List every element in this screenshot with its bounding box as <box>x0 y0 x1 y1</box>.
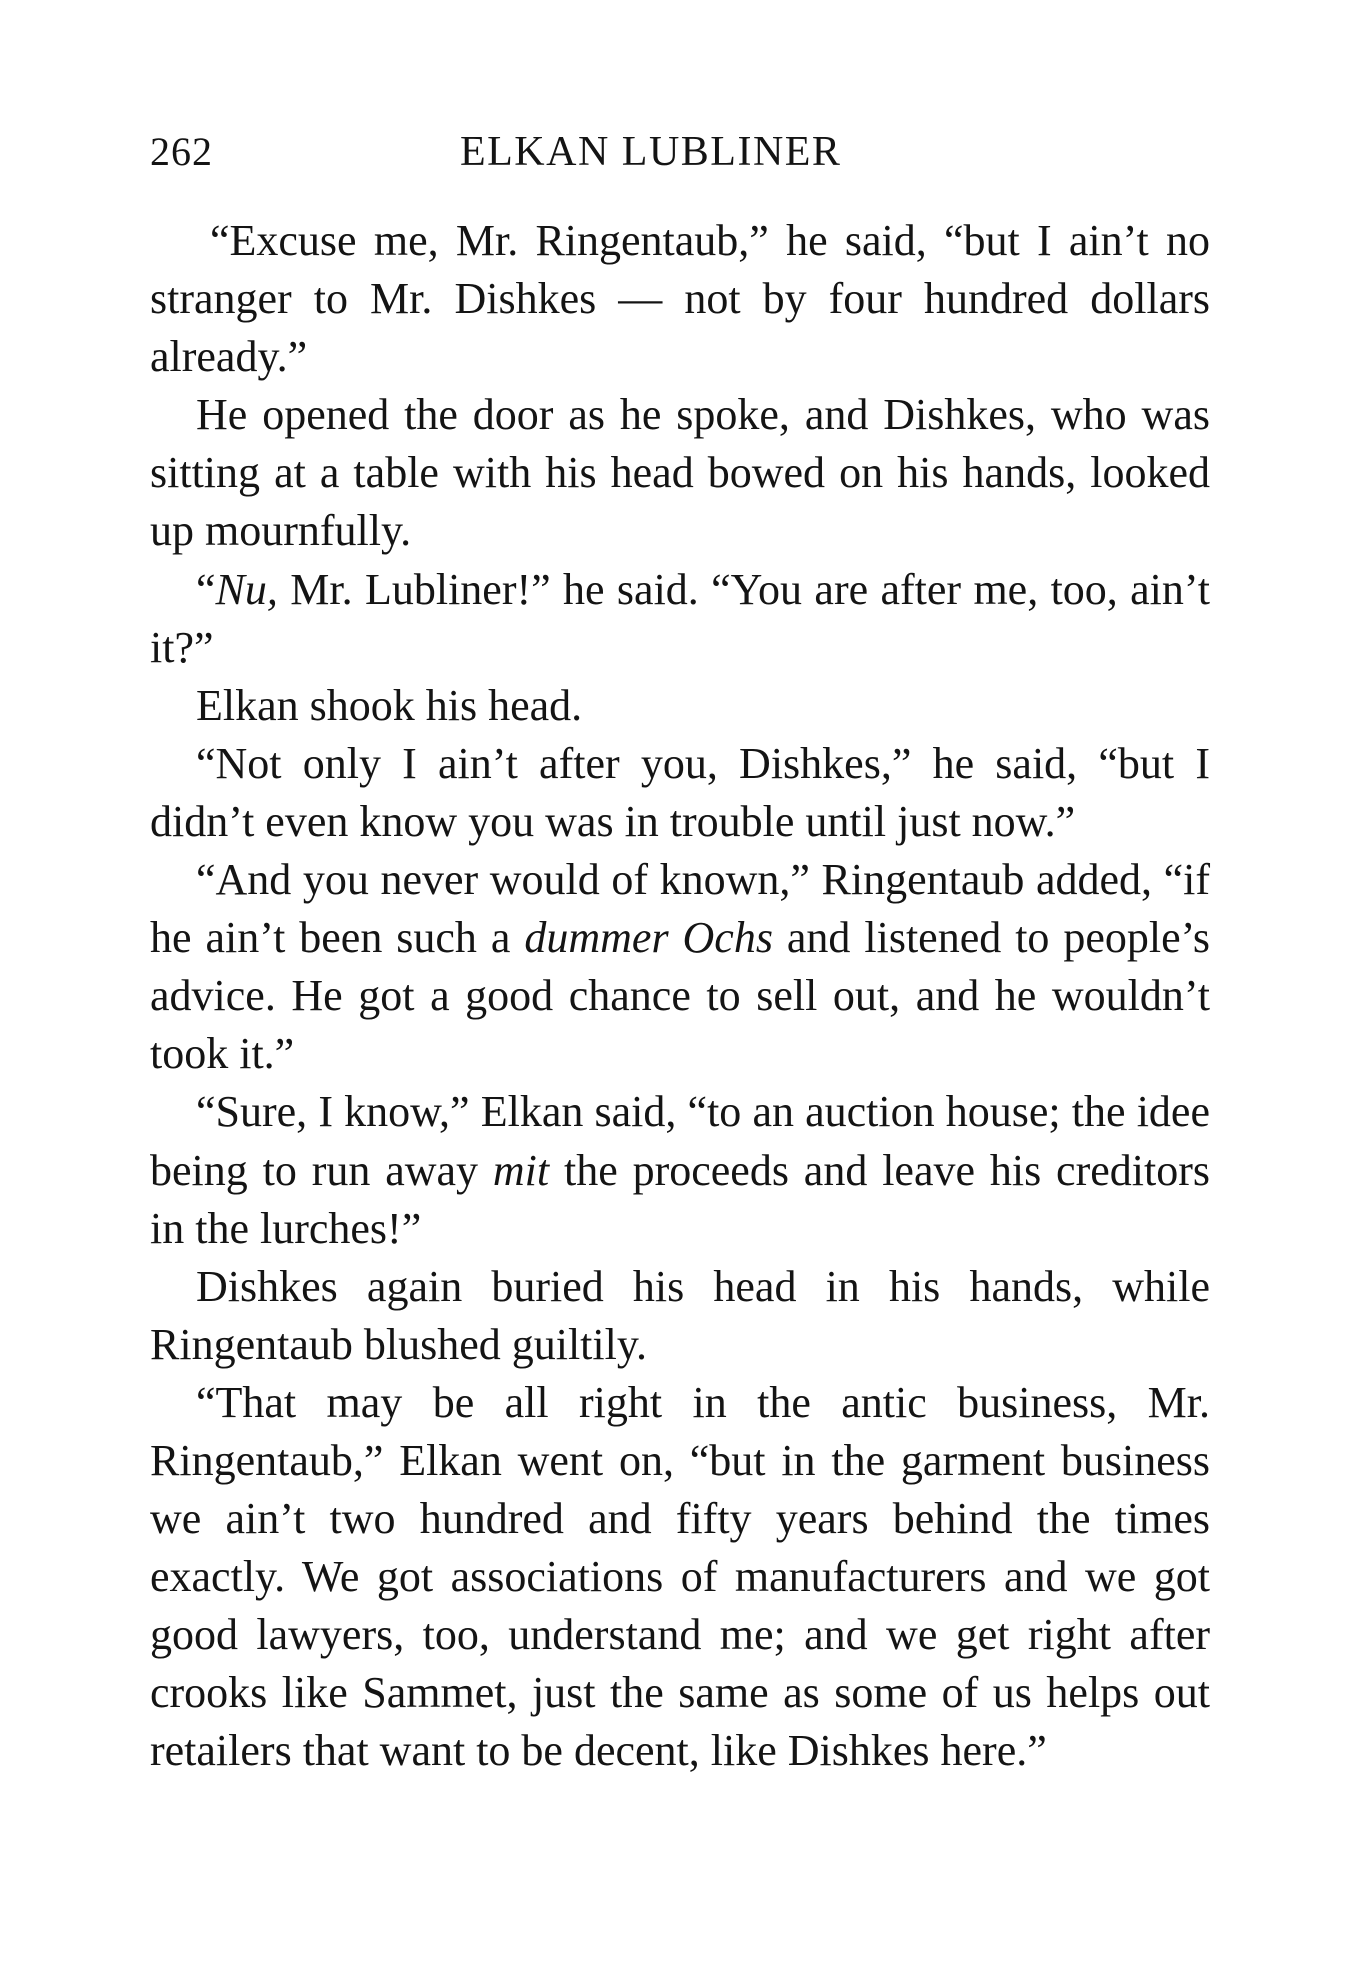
paragraph-3 <box>150 561 1210 677</box>
italic-word: mit <box>492 1145 550 1195</box>
italic-word: Nu, <box>215 564 278 614</box>
paragraph-7 <box>150 1083 1210 1257</box>
paragraph-8: Dishkes again buried his head in his hands, while Ringentaub blushed guiltily. <box>150 1261 1210 1369</box>
paragraph-3-text: Mr. Lubliner!” he said. “You are after me, too, ain’t it?” <box>150 564 1210 672</box>
paragraph-6-text-start: “And you never would of known,” Ringentaub added, “if he ain’t been such a <box>150 855 1210 963</box>
body-text <box>150 212 1210 1781</box>
paragraph-6-text-end: and listened to people’s advice. He got a good chance to sell out, and he wouldn’t took it.” <box>150 913 1210 1079</box>
paragraph-2: He opened the door as he spoke, and Dishkes, who was sitting at a table with his head bowed on his hands, looked up mournfully. <box>150 390 1210 556</box>
running-head <box>150 128 1210 188</box>
running-title: ELKAN LUBLINER <box>460 129 842 175</box>
paragraph-7-text-start: “Sure, I know,” Elkan said, “to an auction house; the idee being to run away <box>150 1087 1210 1195</box>
page-number: 262 <box>150 129 213 174</box>
paragraph-6 <box>150 851 1210 1083</box>
paragraph-5: “Not only I ain’t after you, Dishkes,” he said, “but I didn’t even know you was in trouble until just now.” <box>150 738 1210 846</box>
paragraph-9: “That may be all right in the antic business, Mr. Ringentaub,” Elkan went on, “but in the garment business we ain’t two hundred and fifty years behind the times exactly. We got associations of manufacturers and we got good lawyers, too, understand me; and we get right after crooks like Sammet, just the same as some of us helps out retailers that want to be decent, like Dishkes here.” <box>150 1377 1210 1776</box>
paragraph-7-text-end: the proceeds and leave his creditors in the lurches!” <box>150 1145 1210 1253</box>
paragraph-4: Elkan shook his head. <box>196 680 583 730</box>
paragraph-3-open-quote: “ <box>196 564 216 614</box>
italic-phrase: dummer Ochs <box>524 913 773 963</box>
paragraph-1: “Excuse me, Mr. Ringentaub,” he said, “but I ain’t no stranger to Mr. Dishkes — not by four hundred dollars already.” <box>150 216 1210 382</box>
